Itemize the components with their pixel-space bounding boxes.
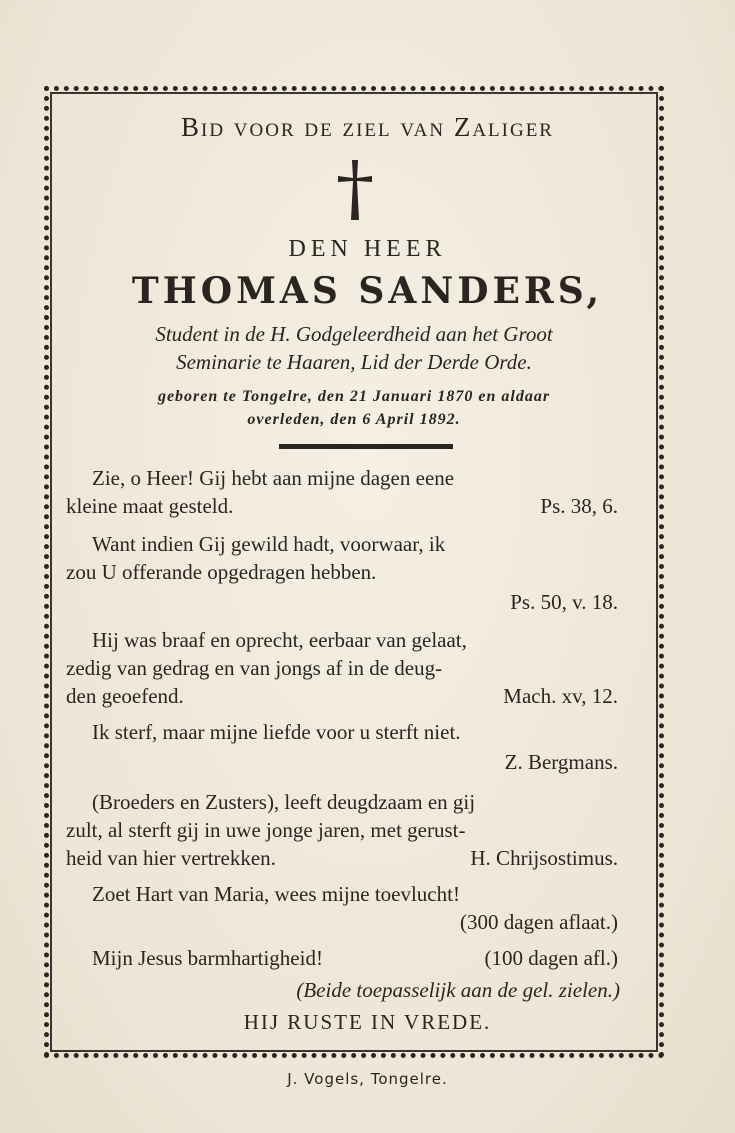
deceased-name: THOMAS SANDERS, (131, 270, 604, 312)
verse-line: Mijn Jesus barmhartigheid! (92, 946, 323, 970)
verse-reference: Z. Bergmans. (504, 750, 618, 774)
printer-credit: J. Vogels, Tongelre. (287, 1070, 448, 1088)
honorific: DEN HEER (288, 236, 447, 262)
birth-line: geboren te Tongelre, den 21 Januari 1870 en aldaar (157, 388, 551, 405)
verse-reference: Ps. 38, 6. (540, 494, 618, 518)
verse-reference: (100 dagen afl.) (484, 946, 618, 970)
cross-icon (336, 158, 374, 222)
verse-line: kleine maat gesteld. (66, 494, 234, 518)
verse-line: Zoet Hart van Maria, wees mijne toevlucht! (92, 882, 460, 906)
verse-line: Want indien Gij gewild hadt, voorwaar, ik (92, 532, 446, 556)
verse-reference: Mach. xv, 12. (503, 684, 618, 708)
verse-line: Ik sterf, maar mijne liefde voor u sterft niet. (92, 720, 461, 744)
indulgence-note: (Beide toepasselijk aan de gel. zielen.) (296, 978, 620, 1002)
verse-reference: (300 dagen aflaat.) (459, 910, 618, 934)
divider (279, 444, 453, 449)
verse-reference: Ps. 50, v. 18. (510, 590, 618, 614)
description-line: Seminarie te Haaren, Lid der Derde Orde. (176, 350, 532, 374)
verse-line: zedig van gedrag en van jongs af in de deug- (66, 656, 443, 680)
card-header: Bid voor de ziel van Zaliger (181, 112, 554, 142)
verse-line: zult, al sterft gij in uwe jonge jaren, met gerust- (66, 818, 466, 842)
verse-reference: H. Chrijsostimus. (470, 846, 618, 870)
closing-line: HIJ RUSTE IN VREDE. (243, 1010, 492, 1034)
verse-line: heid van hier vertrekken. (66, 846, 276, 870)
verse-line: Zie, o Heer! Gij hebt aan mijne dagen eene (92, 466, 455, 490)
verse-line: zou U offerande opgedragen hebben. (66, 560, 377, 584)
description-line: Student in de H. Godgeleerdheid aan het Groot (155, 322, 553, 346)
birth-line: overleden, den 6 April 1892. (247, 411, 461, 428)
verse-line: (Broeders en Zusters), leeft deugdzaam en gij (92, 790, 476, 814)
verse-line: Hij was braaf en oprecht, eerbaar van gelaat, (92, 628, 467, 652)
verse-line: den geoefend. (66, 684, 184, 708)
